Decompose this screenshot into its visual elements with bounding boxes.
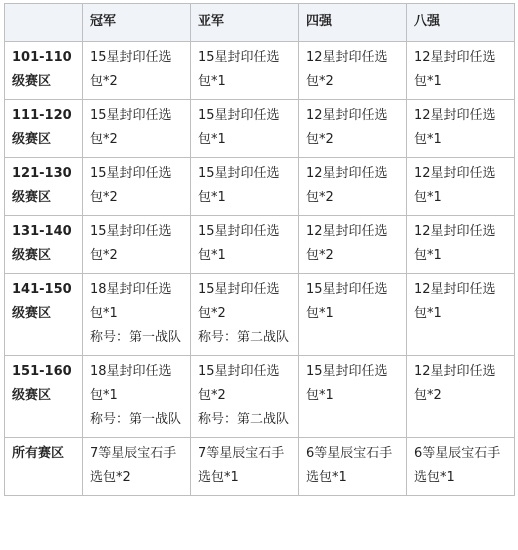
reward-cell-champion	[83, 274, 191, 356]
row-label: 111-120级赛区	[5, 100, 83, 158]
table-row	[5, 356, 515, 438]
reward-text: 15星封印任选包*2	[198, 282, 280, 321]
reward-cell-top-eight	[407, 158, 515, 216]
reward-text: 12星封印任选包*1	[414, 224, 496, 263]
reward-text: 12星封印任选包*2	[414, 364, 496, 403]
reward-cell-top-four	[299, 356, 407, 438]
header-row	[5, 4, 515, 42]
table-row	[5, 158, 515, 216]
reward-cell-runner-up	[191, 42, 299, 100]
table-row	[5, 216, 515, 274]
row-label: 101-110级赛区	[5, 42, 83, 100]
reward-text: 12星封印任选包*2	[306, 108, 388, 147]
reward-cell-runner-up	[191, 274, 299, 356]
table-row	[5, 42, 515, 100]
reward-text: 15星封印任选包*2	[90, 166, 172, 205]
reward-cell-top-four	[299, 158, 407, 216]
reward-cell-runner-up	[191, 438, 299, 496]
header-corner	[5, 4, 83, 42]
title-reward-text: 称号：第二战队	[198, 330, 290, 345]
header-top-four: 四强	[299, 4, 407, 42]
table-row	[5, 100, 515, 158]
reward-cell-runner-up	[191, 158, 299, 216]
reward-text: 12星封印任选包*2	[306, 166, 388, 205]
header-top-eight: 八强	[407, 4, 515, 42]
header-champion: 冠军	[83, 4, 191, 42]
reward-cell-top-four	[299, 100, 407, 158]
reward-cell-top-four	[299, 438, 407, 496]
title-reward-text: 称号：第二战队	[198, 412, 290, 427]
row-label: 所有赛区	[5, 438, 83, 496]
reward-text: 6等星辰宝石手选包*1	[306, 446, 393, 485]
reward-cell-top-eight	[407, 356, 515, 438]
reward-cell-champion	[83, 216, 191, 274]
row-label: 121-130级赛区	[5, 158, 83, 216]
reward-text: 15星封印任选包*1	[198, 224, 280, 263]
reward-cell-top-eight	[407, 438, 515, 496]
reward-cell-runner-up	[191, 100, 299, 158]
reward-cell-top-eight	[407, 274, 515, 356]
rewards-table	[4, 3, 515, 496]
reward-text: 15星封印任选包*1	[198, 108, 280, 147]
reward-cell-top-four	[299, 274, 407, 356]
reward-text: 6等星辰宝石手选包*1	[414, 446, 501, 485]
reward-cell-champion	[83, 438, 191, 496]
reward-cell-top-four	[299, 216, 407, 274]
reward-text: 7等星辰宝石手选包*1	[198, 446, 285, 485]
reward-text: 12星封印任选包*1	[414, 108, 496, 147]
reward-text: 12星封印任选包*2	[306, 224, 388, 263]
reward-text: 7等星辰宝石手选包*2	[90, 446, 177, 485]
reward-cell-runner-up	[191, 216, 299, 274]
reward-cell-champion	[83, 100, 191, 158]
reward-text: 15星封印任选包*1	[306, 282, 388, 321]
reward-text: 15星封印任选包*2	[90, 50, 172, 89]
reward-text: 15星封印任选包*1	[306, 364, 388, 403]
reward-cell-champion	[83, 158, 191, 216]
reward-text: 15星封印任选包*2	[90, 108, 172, 147]
reward-text: 15星封印任选包*1	[198, 166, 280, 205]
reward-text: 18星封印任选包*1	[90, 364, 172, 403]
reward-text: 12星封印任选包*1	[414, 282, 496, 321]
reward-text: 15星封印任选包*2	[90, 224, 172, 263]
reward-text: 12星封印任选包*1	[414, 166, 496, 205]
reward-cell-champion	[83, 42, 191, 100]
row-label: 141-150级赛区	[5, 274, 83, 356]
header-runner-up: 亚军	[191, 4, 299, 42]
title-reward-text: 称号：第一战队	[90, 330, 182, 345]
reward-text: 12星封印任选包*2	[306, 50, 388, 89]
reward-text: 15星封印任选包*2	[198, 364, 280, 403]
reward-text: 12星封印任选包*1	[414, 50, 496, 89]
reward-text: 15星封印任选包*1	[198, 50, 280, 89]
table-row	[5, 438, 515, 496]
reward-cell-runner-up	[191, 356, 299, 438]
reward-cell-top-eight	[407, 216, 515, 274]
title-reward-text: 称号：第一战队	[90, 412, 182, 427]
row-label: 151-160级赛区	[5, 356, 83, 438]
reward-cell-top-eight	[407, 100, 515, 158]
reward-text: 18星封印任选包*1	[90, 282, 172, 321]
reward-cell-champion	[83, 356, 191, 438]
table-row	[5, 274, 515, 356]
reward-cell-top-four	[299, 42, 407, 100]
row-label: 131-140级赛区	[5, 216, 83, 274]
reward-cell-top-eight	[407, 42, 515, 100]
